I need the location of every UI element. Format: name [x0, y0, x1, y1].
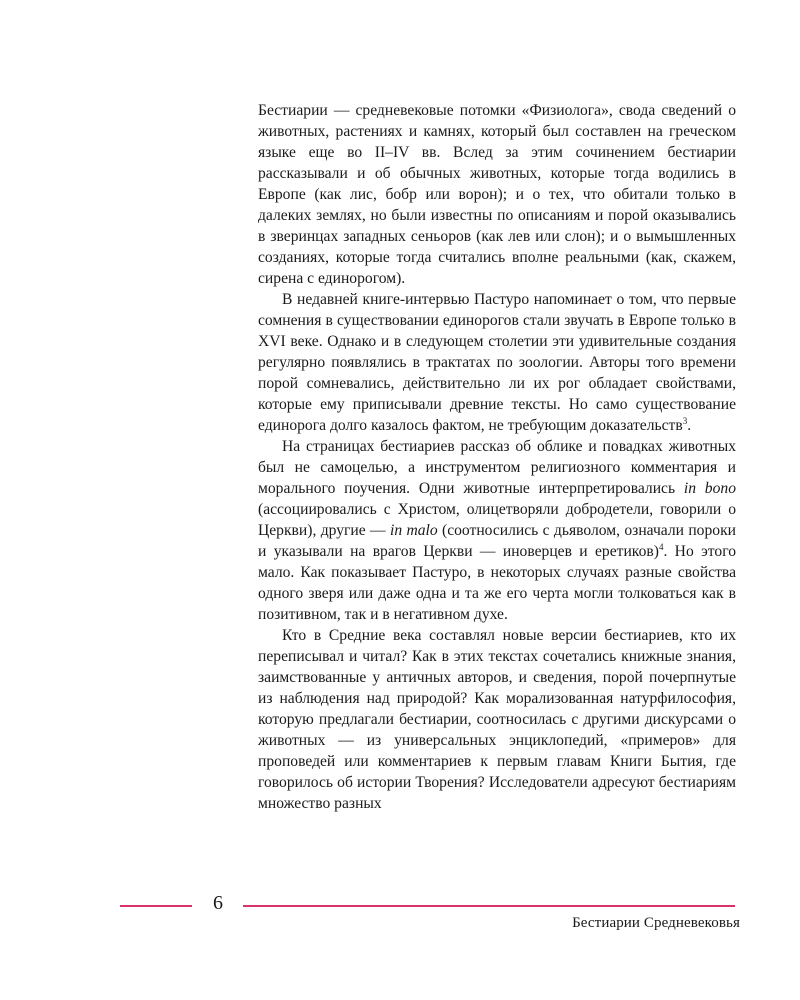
paragraph-text: Кто в Средние века составлял новые версии бестиариев, кто их переписывал и читал? Как в этих текстах сочетались книжные знания, заимствованные у античных авторов, и сведения, порой почерпнутые из наблюдения над природой? Как морализованная натурфилософия, которую предлагали бестиарии, соотносилась с другими дискурсами о животных — из универсальных энциклопедий, «примеров» для проповедей или комментариев к первым главам Книги Бытия, где говорилось об истории Творения? Исследователи адресуют бестиариям множество разных [258, 627, 736, 812]
running-title: Бестиарии Средневековья [572, 915, 740, 931]
paragraph [258, 289, 736, 436]
footer-rule-right [243, 905, 735, 907]
paragraph [258, 625, 736, 814]
paragraph [258, 100, 736, 289]
latin-term: in malo [389, 522, 438, 539]
paragraph-text: . [687, 417, 692, 434]
paragraph-text: (ассоциировались с Христом, олицетворяли добродетели, говорили о Церкви), другие — [258, 501, 736, 539]
paragraph [258, 436, 736, 625]
paragraph-text: На страницах бестиариев рассказ об облике и повадках животных был не самоцелью, а инструментом религиозного комментария и морального поучения. Одни животные интерпретировались [258, 438, 736, 497]
paragraph-text: . Но этого мало. Как показывает Пастуро, в некоторых случаях разные свойства одного зверя или даже одна и та же его черта могли толковаться как в позитивном, так и в негативном духе. [258, 543, 736, 623]
main-text [258, 100, 736, 814]
page-number: 6 [213, 892, 223, 914]
footer-rule-left [120, 905, 192, 907]
paragraph-text: В недавней книге-интервью Пастуро напоминает о том, что первые сомнения в существовании единорогов стали звучать в Европе только в XVI веке. Однако и в следующем столетии эти удивительные создания регулярно появлялись в трактатах по зоологии. Авторы того времени порой сомневались, действительно ли их рог обладает свойствами, которые ему приписывали древние тексты. Но само существование единорога долго казалось фактом, не требующим доказательств [258, 291, 736, 434]
footnote-ref: 3 [682, 415, 688, 426]
paragraph-text: Бестиарии — средневековые потомки «Физиолога», свода сведений о животных, растениях и камнях, который был составлен на греческом языке еще во II–IV вв. Вслед за этим сочинением бестиарии рассказывали и об обычных животных, которые тогда водились в Европе (как лис, бобр или ворон); и о тех, что обитали только в далеких землях, но были известны по описаниям и порой оказывались в зверинцах западных сеньоров (как лев или слон); и о вымышленных созданиях, которые тогда считались вполне реальными (как, скажем, сирена с единорогом). [258, 102, 736, 287]
paragraph-text: (соотносились с дьяволом, означали пороки и указывали на врагов Церкви — иноверцев и еретиков) [258, 522, 736, 560]
latin-term: in bono [683, 480, 736, 497]
footnote-ref: 4 [658, 541, 664, 552]
